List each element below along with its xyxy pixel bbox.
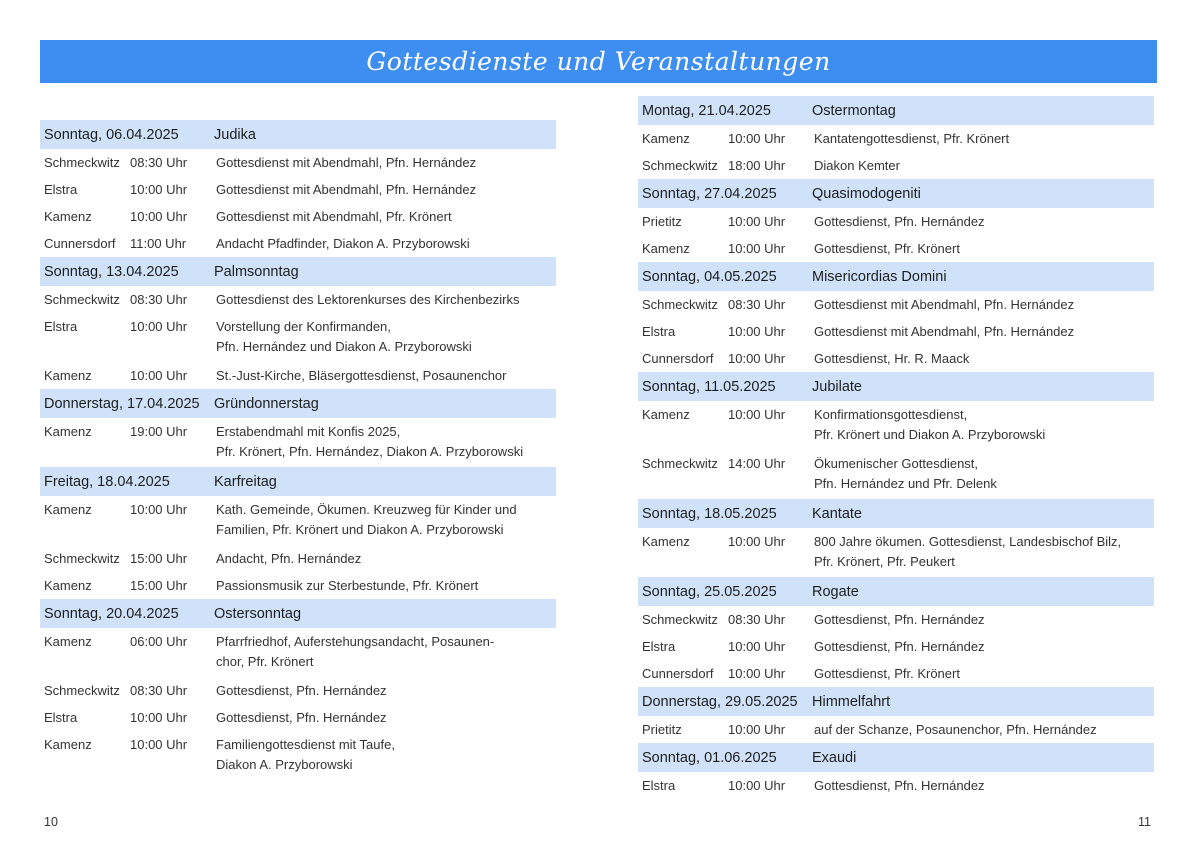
event-row (638, 660, 1154, 687)
event-description-line: chor, Pfr. Krönert (216, 654, 314, 669)
event-time: 10:00 Uhr (130, 368, 188, 383)
event-description-line: Gottesdienst, Pfn. Hernández (216, 710, 387, 725)
event-description (814, 212, 1154, 232)
event-description-line: Gottesdienst mit Abendmahl, Pfn. Hernández (814, 324, 1075, 339)
event-row (638, 318, 1154, 345)
event-description-line: Gottesdienst mit Abendmahl, Pfn. Hernández (216, 155, 477, 170)
day-name: Misericordias Domini (812, 268, 947, 285)
event-description-line: Passionsmusik zur Sterbestunde, Pfr. Krönert (216, 578, 479, 593)
event-row (638, 716, 1154, 743)
day-date: Sonntag, 27.04.2025 (642, 185, 777, 202)
left-page-schedule (40, 120, 556, 780)
day-date: Montag, 21.04.2025 (642, 102, 771, 119)
event-description (216, 708, 556, 728)
day-block (638, 96, 1154, 179)
event-time: 08:30 Uhr (130, 292, 188, 307)
event-time: 10:00 Uhr (728, 324, 786, 339)
day-date: Sonntag, 04.05.2025 (642, 268, 777, 285)
event-description-line: Gottesdienst, Pfr. Krönert (814, 241, 960, 256)
event-place: Cunnersdorf (642, 666, 714, 681)
event-place: Elstra (642, 324, 676, 339)
day-name: Quasimodogeniti (812, 185, 921, 202)
event-time: 10:00 Uhr (130, 209, 188, 224)
event-row (638, 152, 1154, 179)
event-place: Schmeckwitz (642, 456, 718, 471)
day-block (638, 577, 1154, 687)
event-time: 18:00 Uhr (728, 158, 786, 173)
event-row (40, 572, 556, 599)
event-place: Cunnersdorf (642, 351, 714, 366)
event-row (40, 628, 556, 677)
event-time: 10:00 Uhr (728, 214, 786, 229)
event-description-line: Ökumenischer Gottesdienst, (814, 456, 979, 471)
event-time: 10:00 Uhr (728, 722, 786, 737)
day-name: Ostersonntag (214, 605, 302, 622)
day-block (638, 372, 1154, 499)
event-description-line: St.-Just-Kirche, Bläsergottesdienst, Posaunenchor (216, 368, 507, 383)
event-description-line: Gottesdienst, Hr. R. Maack (814, 351, 970, 366)
event-time: 10:00 Uhr (130, 737, 188, 752)
event-description (216, 576, 556, 596)
event-row (638, 606, 1154, 633)
event-description-line: Gottesdienst mit Abendmahl, Pfr. Krönert (216, 209, 452, 224)
event-time: 08:30 Uhr (728, 612, 786, 627)
event-description (814, 454, 1154, 494)
event-row (40, 362, 556, 389)
event-time: 10:00 Uhr (130, 182, 188, 197)
event-description-line: Konfirmationsgottesdienst, (814, 407, 968, 422)
event-description-line: Gottesdienst, Pfn. Hernández (814, 639, 985, 654)
event-description (216, 632, 556, 672)
event-description-line: Gottesdienst, Pfn. Hernández (814, 778, 985, 793)
event-row (638, 401, 1154, 450)
event-description (814, 610, 1154, 630)
event-description-line: Gottesdienst, Pfn. Hernández (216, 683, 387, 698)
day-block (638, 179, 1154, 262)
event-description-line: Pfarrfriedhof, Auferstehungsandacht, Posaunen- (216, 634, 495, 649)
day-date: Sonntag, 18.05.2025 (642, 505, 777, 522)
page-title: Gottesdienste und Veranstaltungen (366, 47, 831, 76)
event-description-line: Erstabendmahl mit Konfis 2025, (216, 424, 401, 439)
day-date: Sonntag, 11.05.2025 (642, 378, 776, 395)
event-time: 15:00 Uhr (130, 578, 188, 593)
event-description (814, 349, 1154, 369)
day-date: Sonntag, 25.05.2025 (642, 583, 777, 600)
event-description (814, 156, 1154, 176)
event-place: Schmeckwitz (642, 297, 718, 312)
event-place: Schmeckwitz (44, 292, 120, 307)
page-number-right: 11 (1138, 815, 1151, 829)
event-place: Schmeckwitz (44, 551, 120, 566)
event-time: 14:00 Uhr (728, 456, 786, 471)
event-row (638, 235, 1154, 262)
event-description (216, 735, 556, 775)
event-description (814, 129, 1154, 149)
day-name: Jubilate (812, 378, 862, 395)
event-time: 08:30 Uhr (130, 155, 188, 170)
day-date: Sonntag, 13.04.2025 (44, 263, 179, 280)
day-header (638, 179, 1154, 208)
page-title-banner (40, 40, 1157, 83)
event-place: Kamenz (642, 407, 690, 422)
day-block (638, 743, 1154, 799)
event-description-line: Pfn. Hernández und Pfr. Delenk (814, 476, 997, 491)
event-description (814, 295, 1154, 315)
event-description (814, 720, 1154, 740)
day-header (638, 687, 1154, 716)
event-description-line: Diakon Kemter (814, 158, 900, 173)
event-place: Schmeckwitz (642, 612, 718, 627)
day-block (40, 467, 556, 599)
day-header (638, 372, 1154, 401)
event-description-line: Gottesdienst des Lektorenkurses des Kirchenbezirks (216, 292, 520, 307)
event-place: Kamenz (44, 424, 92, 439)
day-block (40, 599, 556, 780)
day-header (638, 743, 1154, 772)
event-time: 10:00 Uhr (728, 241, 786, 256)
event-time: 10:00 Uhr (728, 778, 786, 793)
event-time: 15:00 Uhr (130, 551, 188, 566)
event-description-line: Andacht, Pfn. Hernández (216, 551, 362, 566)
event-description (814, 664, 1154, 684)
event-time: 10:00 Uhr (728, 666, 786, 681)
event-description-line: Gottesdienst mit Abendmahl, Pfn. Hernández (216, 182, 477, 197)
event-row (40, 677, 556, 704)
day-header (638, 262, 1154, 291)
event-row (40, 418, 556, 467)
day-date: Sonntag, 20.04.2025 (44, 605, 179, 622)
day-date: Sonntag, 06.04.2025 (44, 126, 179, 143)
event-row (638, 528, 1154, 577)
event-row (40, 704, 556, 731)
event-description (814, 637, 1154, 657)
event-description-line: Pfn. Hernández und Diakon A. Przyborowski (216, 339, 472, 354)
day-header (40, 467, 556, 496)
event-time: 10:00 Uhr (130, 502, 188, 517)
day-name: Judika (214, 126, 256, 143)
event-place: Kamenz (44, 209, 92, 224)
event-description-line: Andacht Pfadfinder, Diakon A. Przyborowski (216, 236, 470, 251)
day-header (638, 499, 1154, 528)
event-time: 08:30 Uhr (130, 683, 188, 698)
event-row (638, 345, 1154, 372)
event-description (216, 207, 556, 227)
event-place: Kamenz (44, 502, 92, 517)
event-description-line: Kantatengottesdienst, Pfr. Krönert (814, 131, 1010, 146)
event-description-line: Pfr. Krönert und Diakon A. Przyborowski (814, 427, 1046, 442)
event-row (40, 203, 556, 230)
event-description (814, 322, 1154, 342)
right-page-schedule (638, 96, 1154, 799)
day-header (40, 120, 556, 149)
event-time: 10:00 Uhr (728, 131, 786, 146)
event-place: Kamenz (44, 737, 92, 752)
event-row (40, 230, 556, 257)
event-description (216, 366, 556, 386)
event-row (40, 496, 556, 545)
event-time: 19:00 Uhr (130, 424, 188, 439)
event-description-line: Gottesdienst, Pfn. Hernández (814, 612, 985, 627)
event-description-line: Pfr. Krönert, Pfn. Hernández, Diakon A. Przyborowski (216, 444, 524, 459)
event-place: Schmeckwitz (642, 158, 718, 173)
day-block (40, 257, 556, 389)
event-time: 10:00 Uhr (728, 639, 786, 654)
event-time: 10:00 Uhr (728, 407, 786, 422)
event-row (638, 125, 1154, 152)
event-row (638, 772, 1154, 799)
event-description-line: Familien, Pfr. Krönert und Diakon A. Przyborowski (216, 522, 504, 537)
event-description-line: Pfr. Krönert, Pfr. Peukert (814, 554, 955, 569)
day-header (40, 389, 556, 418)
event-time: 10:00 Uhr (728, 351, 786, 366)
event-description (216, 422, 556, 462)
day-name: Karfreitag (214, 473, 277, 490)
day-header (40, 599, 556, 628)
event-place: Kamenz (44, 368, 92, 383)
event-description-line: Vorstellung der Konfirmanden, (216, 319, 391, 334)
day-header (638, 96, 1154, 125)
event-time: 08:30 Uhr (728, 297, 786, 312)
day-header (40, 257, 556, 286)
event-place: Kamenz (44, 634, 92, 649)
event-time: 10:00 Uhr (130, 319, 188, 334)
event-description (216, 180, 556, 200)
event-description (814, 776, 1154, 796)
event-row (638, 633, 1154, 660)
day-date: Freitag, 18.04.2025 (44, 473, 170, 490)
day-date: Donnerstag, 29.05.2025 (642, 693, 798, 710)
event-place: Prietitz (642, 214, 682, 229)
event-row (40, 313, 556, 362)
event-time: 10:00 Uhr (728, 534, 786, 549)
event-description (216, 681, 556, 701)
event-time: 06:00 Uhr (130, 634, 188, 649)
event-description (216, 549, 556, 569)
day-name: Palmsonntag (214, 263, 299, 280)
event-place: Prietitz (642, 722, 682, 737)
day-block (638, 499, 1154, 577)
day-date: Sonntag, 01.06.2025 (642, 749, 777, 766)
day-block (638, 687, 1154, 743)
event-description (814, 405, 1154, 445)
event-place: Kamenz (642, 241, 690, 256)
event-row (638, 208, 1154, 235)
day-name: Ostermontag (812, 102, 896, 119)
event-row (40, 149, 556, 176)
event-row (638, 291, 1154, 318)
event-time: 10:00 Uhr (130, 710, 188, 725)
event-row (40, 545, 556, 572)
event-description (216, 234, 556, 254)
event-description-line: Gottesdienst, Pfn. Hernández (814, 214, 985, 229)
event-place: Kamenz (642, 131, 690, 146)
event-description (216, 290, 556, 310)
day-block (40, 120, 556, 257)
day-name: Gründonnerstag (214, 395, 319, 412)
event-place: Kamenz (44, 578, 92, 593)
event-description-line: Familiengottesdienst mit Taufe, (216, 737, 395, 752)
event-place: Schmeckwitz (44, 155, 120, 170)
event-row (40, 176, 556, 203)
event-description (216, 317, 556, 357)
page-number-left: 10 (44, 815, 58, 829)
event-description (216, 500, 556, 540)
event-description (814, 239, 1154, 259)
event-place: Elstra (642, 639, 676, 654)
day-name: Himmelfahrt (812, 693, 891, 710)
day-block (40, 389, 556, 467)
event-row (40, 286, 556, 313)
event-place: Cunnersdorf (44, 236, 116, 251)
day-name: Rogate (812, 583, 859, 600)
event-place: Elstra (44, 710, 78, 725)
event-row (40, 731, 556, 780)
event-description-line: Diakon A. Przyborowski (216, 757, 353, 772)
event-row (638, 450, 1154, 499)
day-block (638, 262, 1154, 372)
event-description-line: Gottesdienst mit Abendmahl, Pfn. Hernández (814, 297, 1075, 312)
event-description-line: 800 Jahre ökumen. Gottesdienst, Landesbischof Bilz, (814, 534, 1122, 549)
event-description-line: Kath. Gemeinde, Ökumen. Kreuzweg für Kinder und (216, 502, 517, 517)
day-name: Exaudi (812, 749, 857, 766)
day-header (638, 577, 1154, 606)
event-description-line: auf der Schanze, Posaunenchor, Pfn. Hernández (814, 722, 1097, 737)
event-description-line: Gottesdienst, Pfr. Krönert (814, 666, 960, 681)
event-description (216, 153, 556, 173)
day-name: Kantate (812, 505, 862, 522)
event-time: 11:00 Uhr (130, 236, 187, 251)
event-place: Elstra (44, 319, 78, 334)
day-date: Donnerstag, 17.04.2025 (44, 395, 200, 412)
event-place: Kamenz (642, 534, 690, 549)
event-place: Schmeckwitz (44, 683, 120, 698)
event-place: Elstra (642, 778, 676, 793)
event-description (814, 532, 1154, 572)
event-place: Elstra (44, 182, 78, 197)
